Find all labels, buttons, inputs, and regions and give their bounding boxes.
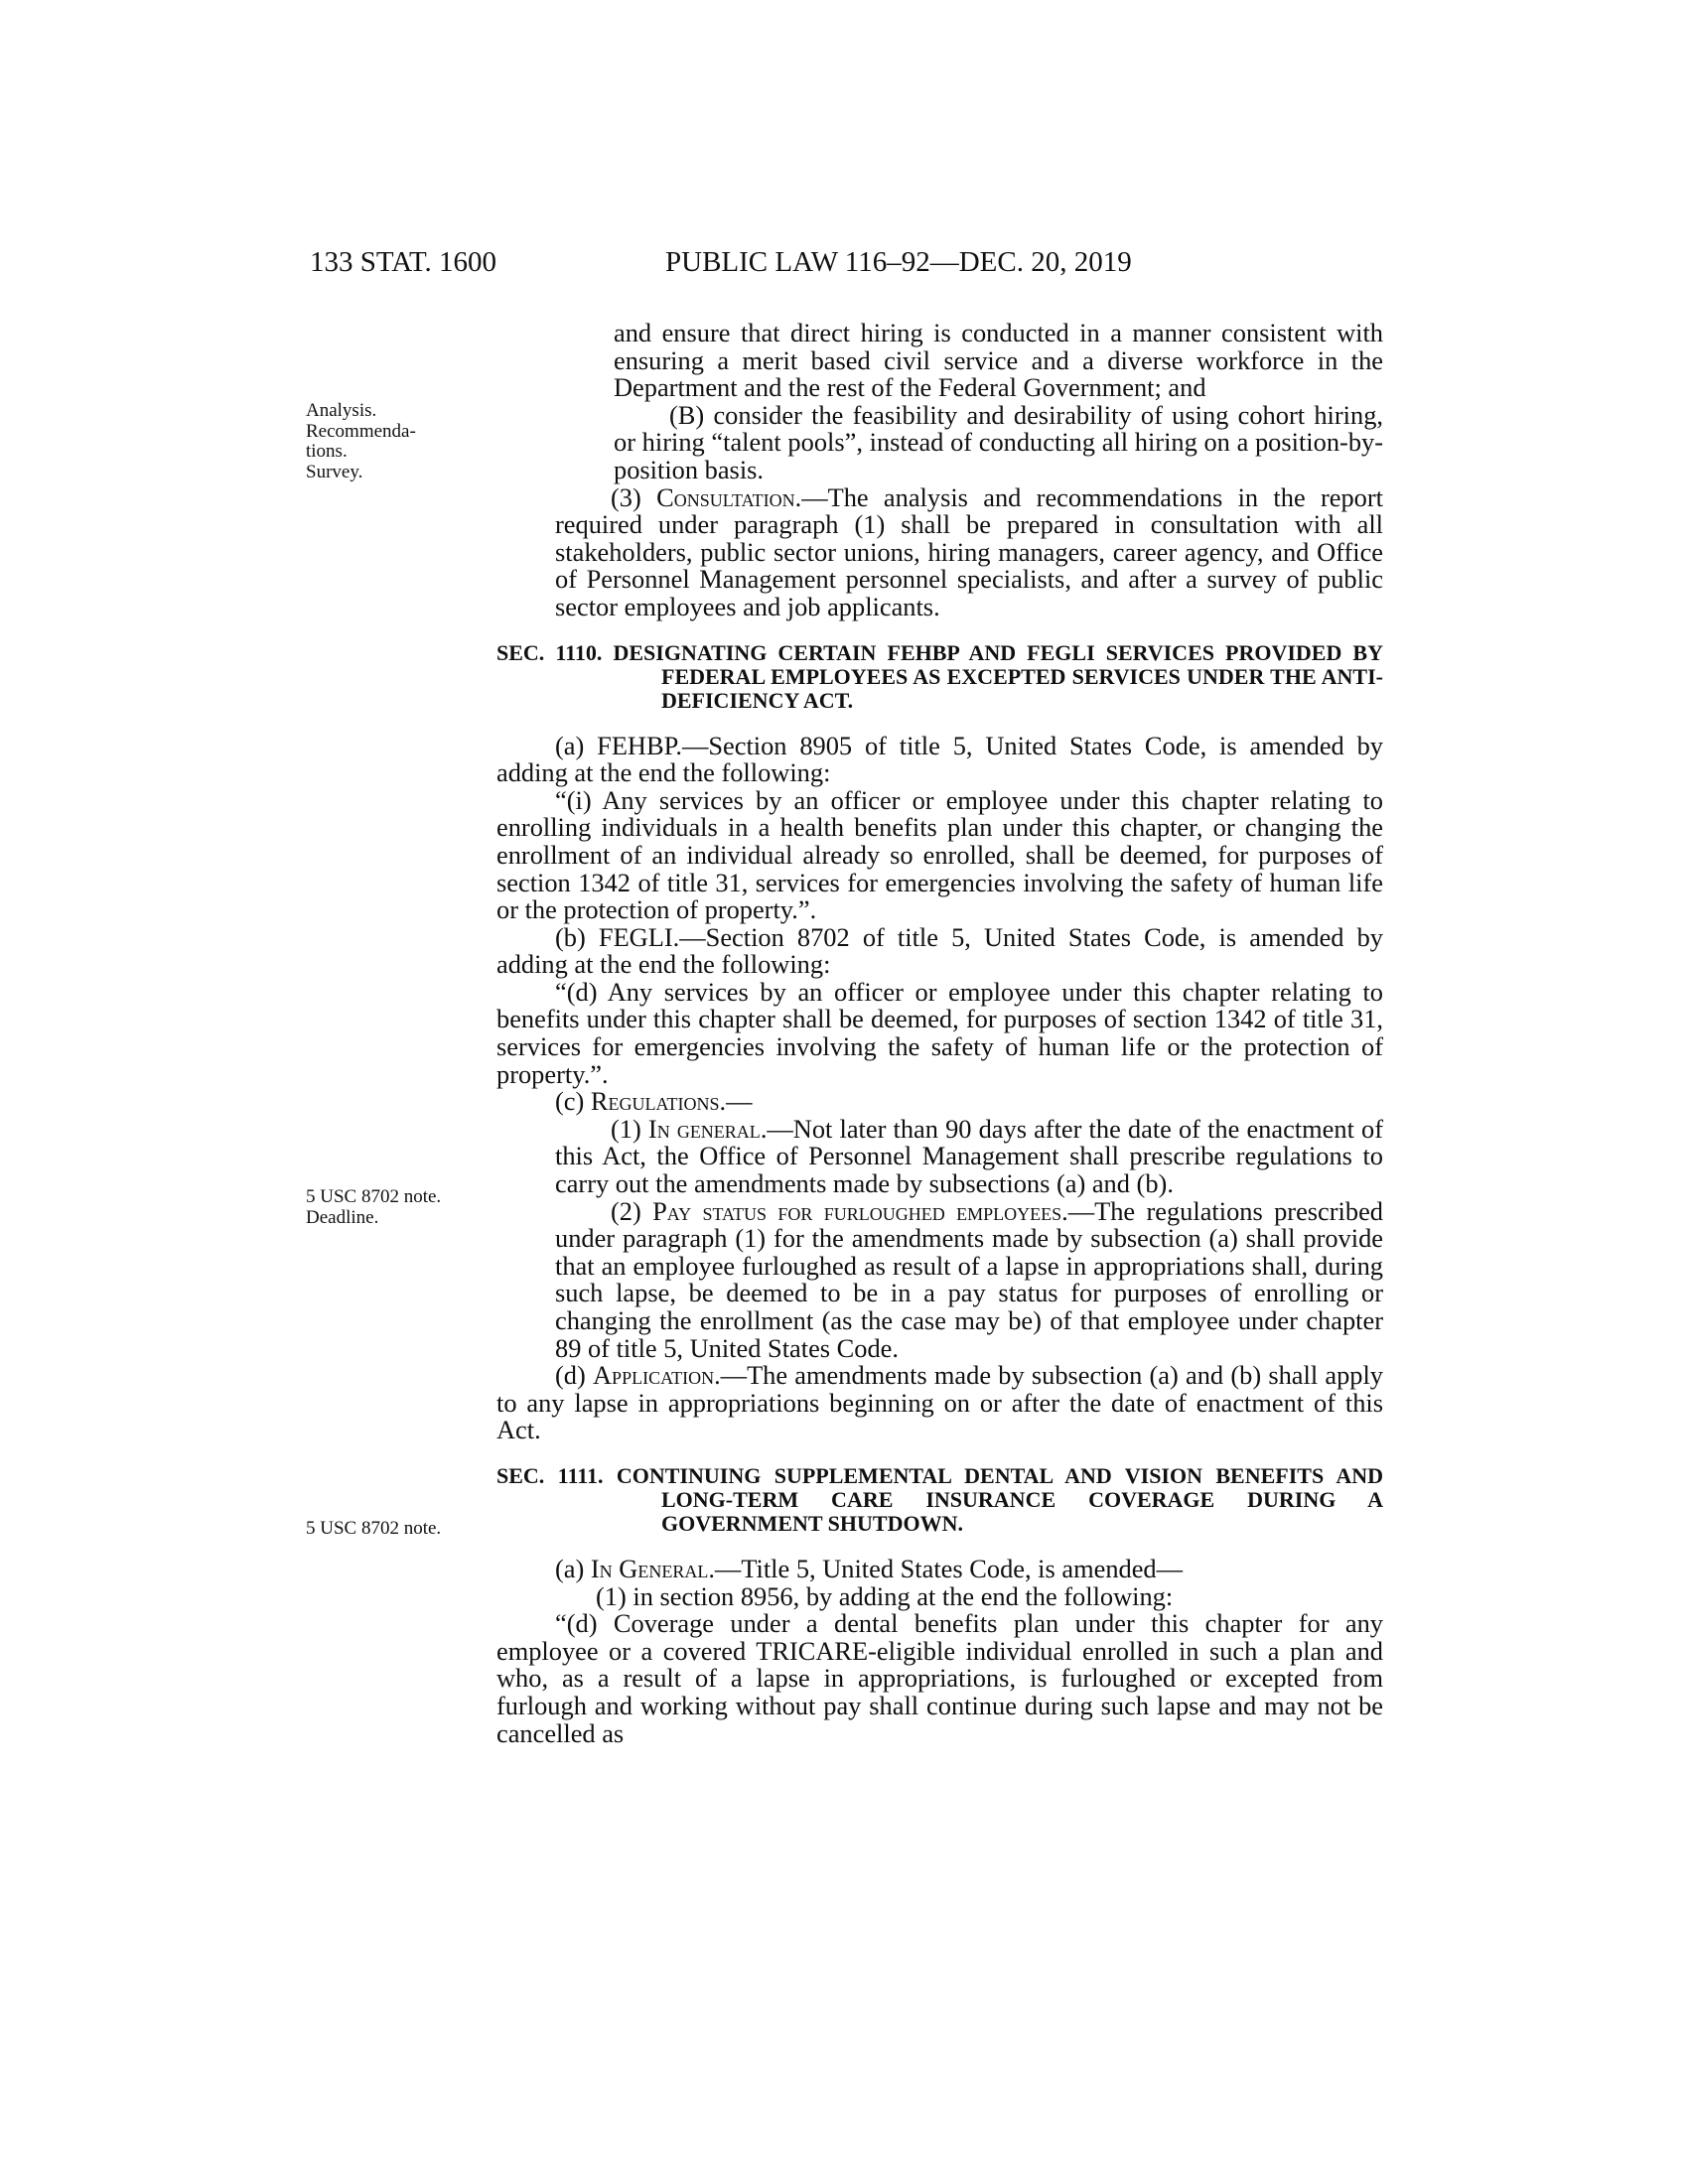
paragraph-in-general: [496, 1553, 1383, 1583]
margin-note-line: Analysis.: [306, 400, 377, 421]
para-heading: In General: [590, 1553, 709, 1583]
para-lead: (d): [555, 1360, 593, 1391]
para-heading: Application: [593, 1360, 715, 1391]
paragraph: and ensure that direct hiring is conducted in a manner consistent with ensuring a merit based civil service and a diverse workforce in the Department and the rest of the Federal Government; and: [614, 318, 1383, 403]
para-heading: In general: [647, 1113, 761, 1144]
page-header: [0, 246, 1688, 286]
paragraph: (B) consider the feasibility and desirability of using cohort hiring, or hiring “talent pools”, instead of conducting all hiring on a position-by-position basis.: [614, 399, 1383, 484]
paragraph: (b) FEGLI.—Section 8702 of title 5, United States Code, is amended by adding at the end the following:: [496, 921, 1383, 980]
para-lead: (2): [611, 1195, 653, 1226]
para-lead: (a): [555, 1553, 591, 1583]
paragraph-application: [496, 1362, 1383, 1444]
margin-note-usc: [306, 1519, 475, 1540]
para-text: .—The amendments made by subsection (a) and (b) shall apply to any lapse in appropriations beginning on or after the date of enactment of this Act.: [496, 1360, 1384, 1445]
text-column: [496, 320, 1383, 1747]
quoted-paragraph: “(d) Coverage under a dental benefits plan under this chapter for any employee or a covered TRICARE-eligible individual enrolled in such a plan and who, as a result of a lapse in appropriations, is furloughed or excepted from furlough and working without pay shall continue during such lapse and may not be cancelled as: [496, 1608, 1383, 1748]
para-heading: Regulations: [590, 1086, 720, 1117]
paragraph: (1) in section 8956, by adding at the end the following:: [596, 1580, 1174, 1611]
statute-reference: 133 STAT. 1600: [310, 246, 497, 278]
paragraph: (a) FEHBP.—Section 8905 of title 5, United States Code, is amended by adding at the end the following:: [496, 730, 1383, 788]
section-heading-1110: SEC. 1110. DESIGNATING CERTAIN FEHBP AND FEGLI SERVICES PROVIDED BY FEDERAL EMPLOYEES AS EXCEPTED SERVICES UNDER THE ANTI-DEFICIENCY ACT.: [496, 639, 1383, 713]
para-heading: Consultation: [656, 481, 795, 512]
public-law-title: PUBLIC LAW 116–92—DEC. 20, 2019: [665, 246, 1132, 278]
margin-note-line: Survey.: [306, 461, 363, 482]
para-text: .—Title 5, United States Code, is amended—: [708, 1553, 1184, 1583]
margin-note-line: Recommenda-: [306, 420, 416, 442]
margin-note-line: 5 USC 8702 note.: [306, 1186, 442, 1207]
para-text: .—The regulations prescribed under paragraph (1) for the amendments made by subsection (a) shall provide that an employee furloughed as result of a lapse in appropriations shall, during such lapse, be deemed to be in a pay status for purposes of enrolling or changing the enrollment (as the case may be) of that employee under chapter 89 of title 5, United States Code.: [555, 1195, 1383, 1363]
paragraph-in-general: [496, 1113, 1384, 1199]
margin-note-analysis: [306, 401, 475, 482]
para-text: .—The analysis and recommendations in the report required under paragraph (1) shall be prepared in consultation with all stakeholders, public sector unions, hiring managers, career agency, and Office of Personnel Management personnel specialists, and after a survey of public sector employees and job applicants.: [555, 481, 1383, 621]
para-lead: (1): [611, 1113, 648, 1144]
para-lead: (3): [611, 481, 657, 512]
section-heading-1111: SEC. 1111. CONTINUING SUPPLEMENTAL DENTAL AND VISION BENEFITS AND LONG-TERM CARE INSURANCE COVERAGE DURING A GOVERNMENT SHUTDOWN.: [496, 1462, 1383, 1536]
para-text: .—: [719, 1086, 753, 1117]
paragraph-pay-status: [496, 1195, 1383, 1363]
para-lead: (c): [555, 1086, 591, 1117]
paragraph-regulations: [496, 1088, 1383, 1116]
margin-note-usc-deadline: [306, 1187, 475, 1228]
para-heading: Pay status for furloughed employees: [652, 1195, 1062, 1226]
quoted-paragraph: “(d) Any services by an officer or employee under this chapter relating to benefits under this chapter shall be deemed, for purposes of section 1342 of title 31, services for emergencies involving the safety of human life or the protection of property.”.: [496, 976, 1383, 1089]
margin-note-line: 5 USC 8702 note.: [306, 1518, 442, 1539]
margin-note-line: tions.: [306, 441, 348, 462]
quoted-paragraph: “(i) Any services by an officer or employee under this chapter relating to enrolling individuals in a health benefits plan under this chapter, or changing the enrollment of an individual already so enrolled, shall be deemed, for purposes of section 1342 of title 31, services for emergencies involving the safety of human life or the protection of property.”.: [496, 784, 1383, 925]
margin-note-line: Deadline.: [306, 1206, 379, 1228]
para-text: .—Not later than 90 days after the date of the enactment of this Act, the Office of Personnel Management shall prescribe regulations to carry out the amendments made by subsections (a) and (b).: [555, 1113, 1384, 1199]
paragraph-consultation: [496, 481, 1383, 621]
